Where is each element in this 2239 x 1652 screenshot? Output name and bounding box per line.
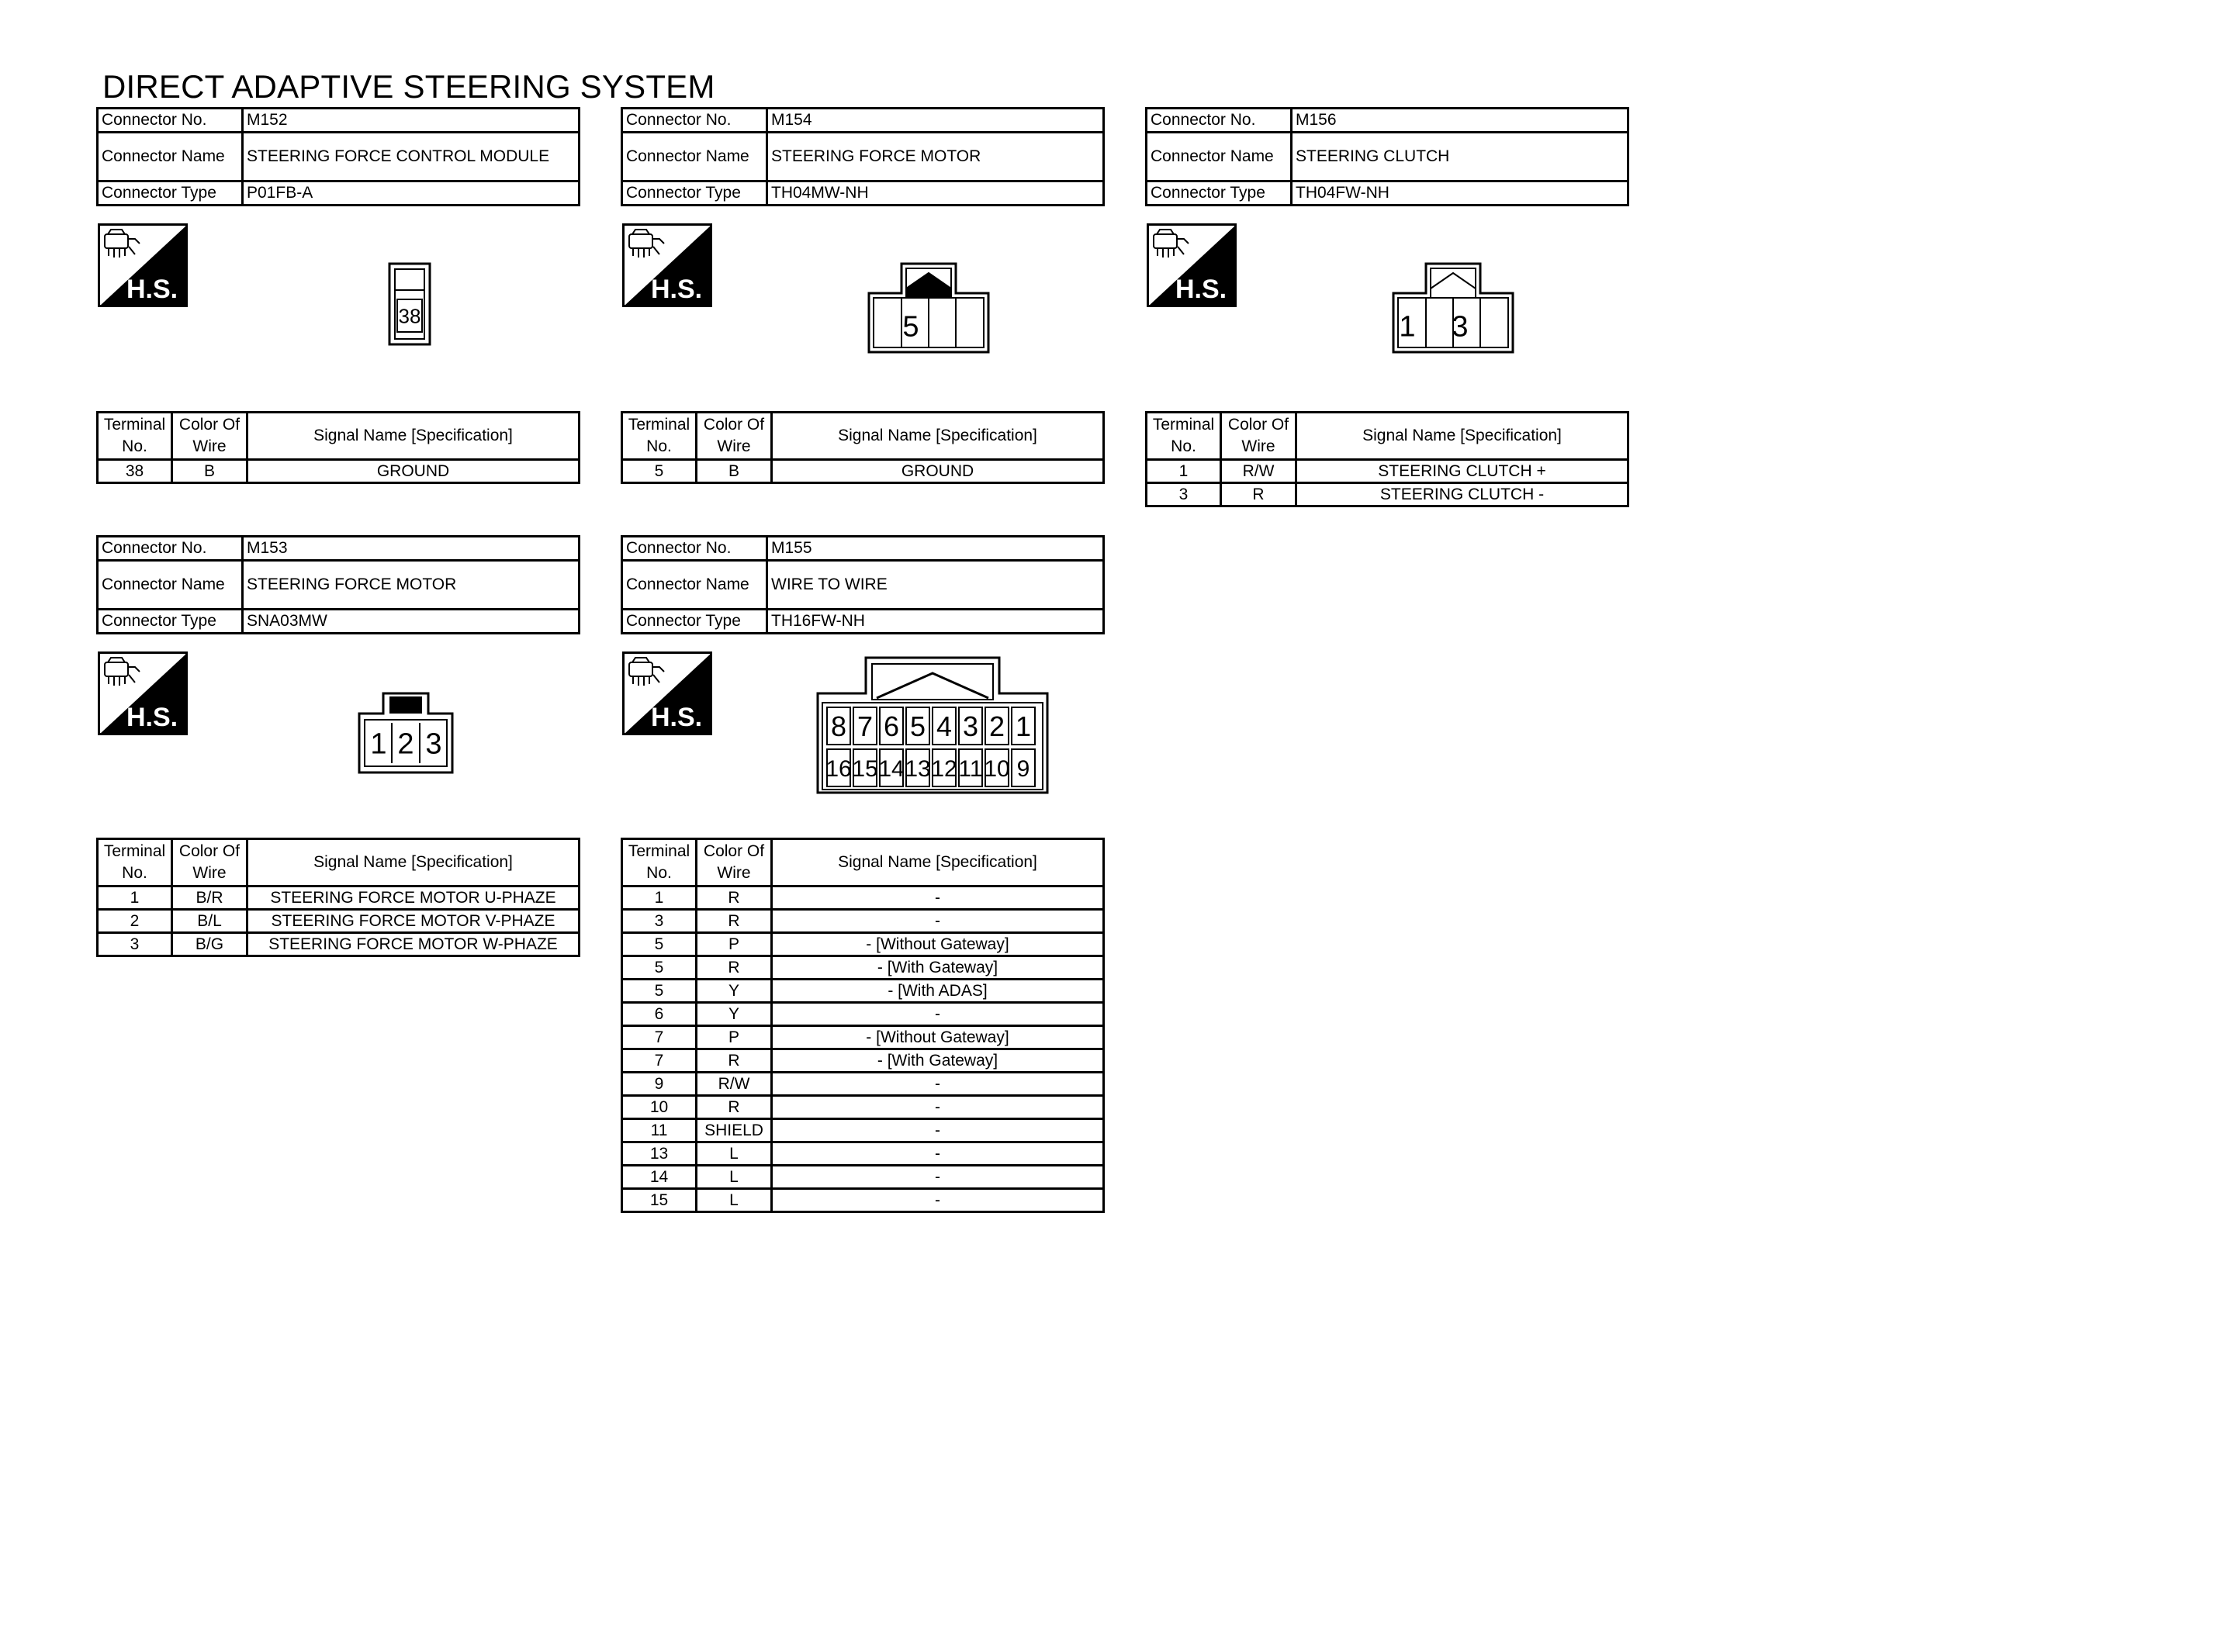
terminal-no: 9 — [622, 1073, 697, 1096]
wire-color: B — [172, 460, 247, 483]
terminal-no: 2 — [98, 910, 172, 933]
signal-name: - [Without Gateway] — [772, 1026, 1104, 1049]
page-title: DIRECT ADAPTIVE STEERING SYSTEM — [102, 68, 715, 105]
wire-color: Y — [697, 980, 772, 1003]
connector-block — [621, 107, 1105, 480]
connector-face-diagram — [866, 251, 991, 355]
connector-name-value: STEERING FORCE MOTOR — [243, 561, 580, 610]
table-row — [622, 1073, 1104, 1096]
wire-color: L — [697, 1189, 772, 1212]
col-signal-header: Signal Name [Specification] — [247, 413, 580, 460]
signal-name: STEERING FORCE MOTOR U-PHAZE — [247, 886, 580, 910]
connector-no-label: Connector No. — [98, 109, 243, 133]
table-row — [622, 460, 1104, 483]
wire-color: R/W — [697, 1073, 772, 1096]
wire-color: R — [697, 1049, 772, 1073]
cavity-label: 10 — [984, 755, 1010, 782]
connector-face-diagram — [357, 690, 455, 776]
table-header-row — [98, 413, 580, 460]
terminal-no: 1 — [98, 886, 172, 910]
table-row — [622, 1003, 1104, 1026]
signal-name: GROUND — [247, 460, 580, 483]
cavity-label: 7 — [856, 710, 874, 742]
connector-info-table — [621, 107, 1105, 206]
table-row — [622, 910, 1104, 933]
table-row — [98, 886, 580, 910]
wire-color: R — [1221, 483, 1296, 506]
wire-color: P — [697, 933, 772, 956]
table-row — [622, 1096, 1104, 1119]
terminal-no: 7 — [622, 1026, 697, 1049]
signal-name: - — [772, 1073, 1104, 1096]
cavity-label: 5 — [902, 310, 919, 344]
table-row — [98, 460, 580, 483]
signal-name: - [With Gateway] — [772, 1049, 1104, 1073]
connector-type-value: P01FB-A — [243, 181, 580, 206]
terminal-table — [621, 838, 1105, 1213]
table-row — [622, 956, 1104, 980]
harness-side-icon — [1147, 223, 1237, 307]
connector-type-label: Connector Type — [1147, 181, 1292, 206]
connector-name-label: Connector Name — [1147, 133, 1292, 181]
wire-color: B/R — [172, 886, 247, 910]
col-terminal-header: Terminal No. — [622, 413, 697, 460]
wire-color: Y — [697, 1003, 772, 1026]
connector-no-value: M154 — [767, 109, 1104, 133]
terminal-no: 1 — [622, 886, 697, 910]
signal-name: - — [772, 1003, 1104, 1026]
connector-type-value: TH04FW-NH — [1292, 181, 1628, 206]
connector-face-diagram — [388, 262, 434, 347]
cavity-label: 1 — [1015, 710, 1032, 742]
signal-name: - — [772, 1189, 1104, 1212]
col-terminal-header: Terminal No. — [1147, 413, 1221, 460]
connector-name-label: Connector Name — [622, 133, 767, 181]
cavity-label: 15 — [852, 755, 878, 782]
table-row — [622, 933, 1104, 956]
signal-name: - [Without Gateway] — [772, 933, 1104, 956]
wire-color: L — [697, 1142, 772, 1166]
connector-type-label: Connector Type — [622, 181, 767, 206]
col-signal-header: Signal Name [Specification] — [772, 839, 1104, 886]
col-color-header: Color Of Wire — [172, 839, 247, 886]
table-header-row — [622, 839, 1104, 886]
signal-name: STEERING CLUTCH + — [1296, 460, 1628, 483]
terminal-table — [96, 838, 580, 957]
connector-block — [621, 535, 1105, 1209]
terminal-no: 6 — [622, 1003, 697, 1026]
wire-color: R — [697, 910, 772, 933]
hs-badge-text: H.S. — [650, 703, 703, 732]
wire-color: B — [697, 460, 772, 483]
table-header-row — [1147, 413, 1628, 460]
cavity-label: 5 — [909, 710, 926, 742]
terminal-no: 38 — [98, 460, 172, 483]
terminal-no: 1 — [1147, 460, 1221, 483]
cavity-label: 1 — [370, 728, 387, 761]
signal-name: - [With ADAS] — [772, 980, 1104, 1003]
connector-type-value: SNA03MW — [243, 610, 580, 634]
table-row — [622, 886, 1104, 910]
connector-face-diagram — [1390, 251, 1516, 355]
hs-badge-text: H.S. — [1175, 275, 1227, 304]
connector-info-table — [96, 107, 580, 206]
cavity-label: 16 — [825, 755, 852, 782]
connector-no-label: Connector No. — [622, 109, 767, 133]
harness-side-icon — [622, 223, 712, 307]
harness-side-icon — [98, 223, 188, 307]
cavity-label: 1 — [1399, 310, 1416, 344]
table-row — [1147, 483, 1628, 506]
connector-name-value: STEERING CLUTCH — [1292, 133, 1628, 181]
cavity-label: 12 — [931, 755, 957, 782]
wire-color: B/L — [172, 910, 247, 933]
cavity-label: 38 — [398, 304, 421, 328]
harness-side-icon — [98, 651, 188, 735]
wire-color: P — [697, 1026, 772, 1049]
table-header-row — [622, 413, 1104, 460]
connector-no-label: Connector No. — [98, 537, 243, 561]
terminal-no: 3 — [98, 933, 172, 956]
connector-info-table — [1145, 107, 1629, 206]
terminal-no: 5 — [622, 980, 697, 1003]
terminal-no: 5 — [622, 956, 697, 980]
cavity-label: 3 — [1452, 310, 1469, 344]
table-row — [622, 1119, 1104, 1142]
terminal-no: 13 — [622, 1142, 697, 1166]
connector-name-label: Connector Name — [622, 561, 767, 610]
cavity-label: 8 — [830, 710, 847, 742]
terminal-no: 15 — [622, 1189, 697, 1212]
col-terminal-header: Terminal No. — [98, 839, 172, 886]
wire-color: R — [697, 956, 772, 980]
signal-name: - — [772, 1166, 1104, 1189]
connector-no-label: Connector No. — [622, 537, 767, 561]
cavity-label: 9 — [1016, 755, 1030, 782]
connector-type-value: TH04MW-NH — [767, 181, 1104, 206]
wire-color: R/W — [1221, 460, 1296, 483]
cavity-label: 2 — [988, 710, 1005, 742]
connector-no-label: Connector No. — [1147, 109, 1292, 133]
terminal-no: 11 — [622, 1119, 697, 1142]
col-color-header: Color Of Wire — [697, 413, 772, 460]
cavity-label: 11 — [958, 755, 983, 782]
connector-no-value: M155 — [767, 537, 1104, 561]
connector-type-label: Connector Type — [98, 181, 243, 206]
connector-no-value: M153 — [243, 537, 580, 561]
connector-type-value: TH16FW-NH — [767, 610, 1104, 634]
connector-block — [1145, 107, 1629, 503]
terminal-no: 7 — [622, 1049, 697, 1073]
terminal-no: 5 — [622, 460, 697, 483]
terminal-table — [96, 411, 580, 484]
table-row — [622, 1026, 1104, 1049]
signal-name: - — [772, 886, 1104, 910]
cavity-label: 2 — [397, 728, 414, 761]
col-signal-header: Signal Name [Specification] — [247, 839, 580, 886]
signal-name: - — [772, 1119, 1104, 1142]
col-terminal-header: Terminal No. — [98, 413, 172, 460]
signal-name: - — [772, 1142, 1104, 1166]
connector-name-label: Connector Name — [98, 133, 243, 181]
signal-name: - [With Gateway] — [772, 956, 1104, 980]
connector-no-value: M152 — [243, 109, 580, 133]
harness-side-icon — [622, 651, 712, 735]
table-row — [98, 910, 580, 933]
cavity-label: 6 — [883, 710, 900, 742]
connector-type-label: Connector Type — [622, 610, 767, 634]
connector-face-diagram — [815, 655, 1050, 796]
table-row — [622, 980, 1104, 1003]
signal-name: STEERING CLUTCH - — [1296, 483, 1628, 506]
connector-info-table — [96, 535, 580, 634]
cavity-label: 3 — [425, 728, 442, 761]
connector-name-value: WIRE TO WIRE — [767, 561, 1104, 610]
connector-name-value: STEERING FORCE MOTOR — [767, 133, 1104, 181]
terminal-no: 5 — [622, 933, 697, 956]
col-color-header: Color Of Wire — [697, 839, 772, 886]
terminal-no: 3 — [1147, 483, 1221, 506]
wire-color: B/G — [172, 933, 247, 956]
hs-badge-text: H.S. — [126, 703, 178, 732]
connector-info-table — [621, 535, 1105, 634]
table-row — [1147, 460, 1628, 483]
signal-name: - — [772, 910, 1104, 933]
terminal-no: 14 — [622, 1166, 697, 1189]
cavity-label: 3 — [962, 710, 979, 742]
table-row — [622, 1166, 1104, 1189]
connector-block — [96, 107, 580, 480]
signal-name: STEERING FORCE MOTOR V-PHAZE — [247, 910, 580, 933]
col-signal-header: Signal Name [Specification] — [1296, 413, 1628, 460]
hs-badge-text: H.S. — [126, 275, 178, 304]
cavity-label: 14 — [878, 755, 905, 782]
hs-badge-text: H.S. — [650, 275, 703, 304]
table-header-row — [98, 839, 580, 886]
connector-block — [96, 535, 580, 953]
cavity-label: 13 — [905, 755, 931, 782]
signal-name: - — [772, 1096, 1104, 1119]
col-signal-header: Signal Name [Specification] — [772, 413, 1104, 460]
connector-name-value: STEERING FORCE CONTROL MODULE — [243, 133, 580, 181]
connector-type-label: Connector Type — [98, 610, 243, 634]
terminal-no: 10 — [622, 1096, 697, 1119]
col-color-header: Color Of Wire — [1221, 413, 1296, 460]
connector-no-value: M156 — [1292, 109, 1628, 133]
wire-color: SHIELD — [697, 1119, 772, 1142]
cavity-label: 4 — [936, 710, 953, 742]
wire-color: L — [697, 1166, 772, 1189]
connector-name-label: Connector Name — [98, 561, 243, 610]
table-row — [622, 1049, 1104, 1073]
wire-color: R — [697, 1096, 772, 1119]
signal-name: STEERING FORCE MOTOR W-PHAZE — [247, 933, 580, 956]
table-row — [622, 1142, 1104, 1166]
terminal-no: 3 — [622, 910, 697, 933]
terminal-table — [1145, 411, 1629, 507]
col-terminal-header: Terminal No. — [622, 839, 697, 886]
signal-name: GROUND — [772, 460, 1104, 483]
table-row — [622, 1189, 1104, 1212]
wire-color: R — [697, 886, 772, 910]
terminal-table — [621, 411, 1105, 484]
table-row — [98, 933, 580, 956]
col-color-header: Color Of Wire — [172, 413, 247, 460]
